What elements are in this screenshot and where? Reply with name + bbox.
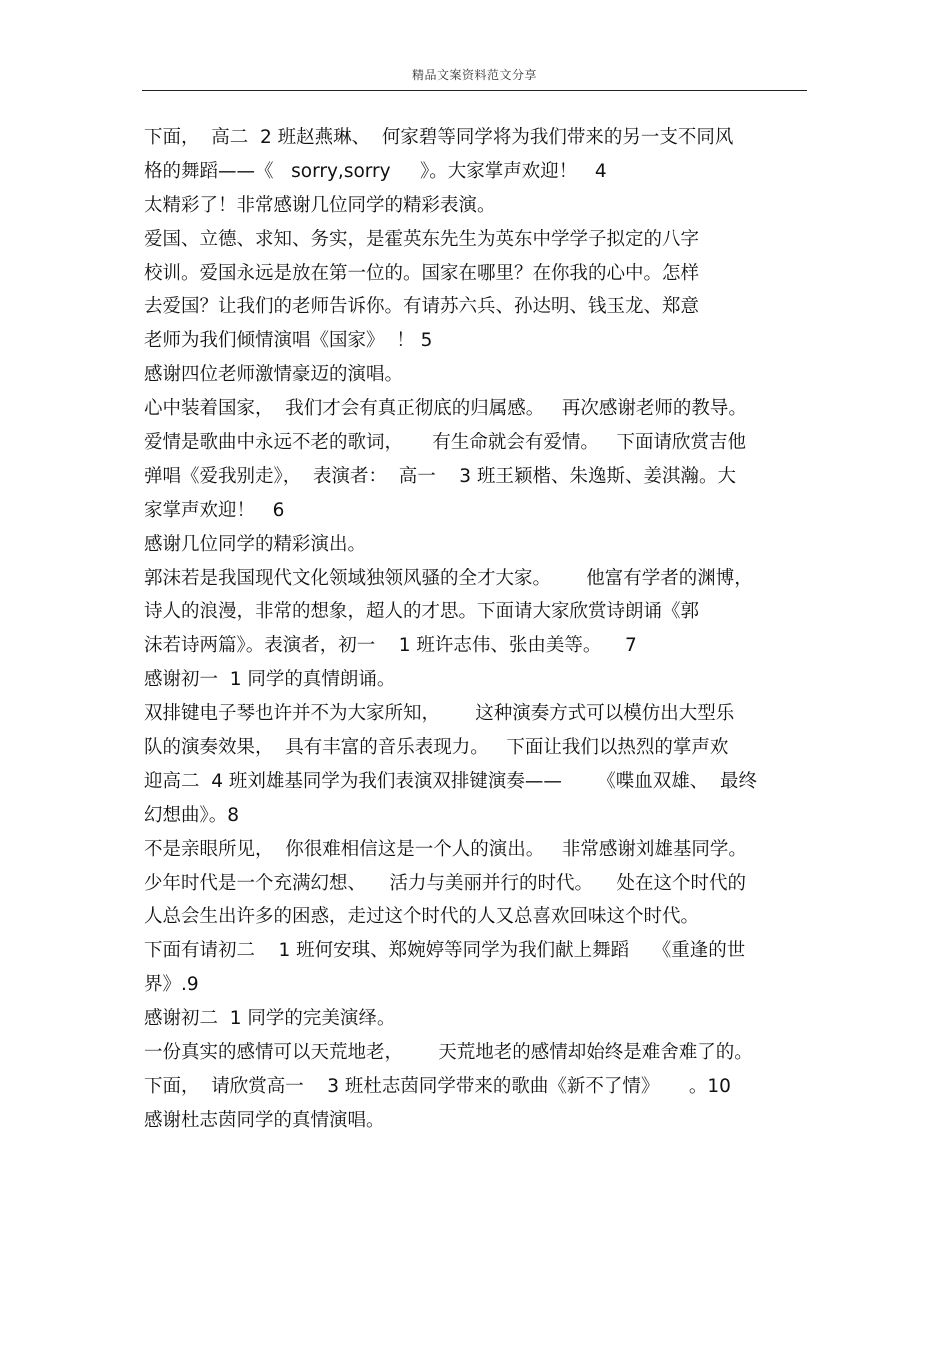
text-line: 爱国、立德、求知、务实，是霍英东先生为英东中学学子拟定的八字 [144, 228, 700, 250]
text-line: 格的舞蹈——《 sorry,sorry 》。大家掌声欢迎！ 4 [144, 160, 607, 182]
page-header: 精品文案资料范文分享 [411, 68, 537, 82]
text-line: 感谢几位同学的精彩演出。 [144, 533, 367, 555]
text-line: 少年时代是一个充满幻想、 活力与美丽并行的时代。 处在这个时代的 [144, 872, 747, 894]
text-line: 下面有请初二 1 班何安琪、郑婉婷等同学为我们献上舞蹈 《重逢的世 [144, 940, 746, 962]
text-line: 一份真实的感情可以天荒地老， 天荒地老的感情却始终是难舍难了的。 [144, 1042, 753, 1064]
text-line: 感谢杜志茵同学的真情演唱。 [144, 1109, 385, 1131]
text-line: 幻想曲》。8 [144, 804, 240, 826]
text-line: 下面， 请欣赏高一 3 班杜志茵同学带来的歌曲《新不了情》 。10 [144, 1075, 731, 1097]
text-line: 爱情是歌曲中永远不老的歌词， 有生命就会有爱情。 下面请欣赏吉他 [144, 432, 747, 454]
text-line: 太精彩了！非常感谢几位同学的精彩表演。 [144, 194, 496, 216]
text-line: 感谢四位老师激情豪迈的演唱。 [144, 364, 404, 386]
text-line: 去爱国？让我们的老师告诉你。有请苏六兵、孙达明、钱玉龙、郑意 [144, 296, 700, 318]
text-line: 沫若诗两篇》。表演者，初一 1 班许志伟、张由美等。 7 [144, 635, 637, 657]
text-line: 诗人的浪漫，非常的想象，超人的才思。下面请大家欣赏诗朗诵《郭 [144, 601, 700, 623]
document-body [144, 121, 812, 1138]
text-line: 迎高二 4 班刘雄基同学为我们表演双排键演奏—— 《喋血双雄、 最终 [144, 770, 757, 792]
text-line: 感谢初二 1 同学的完美演绎。 [144, 1008, 396, 1030]
text-line: 家掌声欢迎！ 6 [144, 499, 285, 521]
text-line: 弹唱《爱我别走》， 表演者： 高一 3 班王颖楷、朱逸斯、姜淇瀚。大 [144, 465, 736, 487]
text-line: 界》.9 [144, 974, 199, 996]
text-line: 心中装着国家， 我们才会有真正彻底的归属感。 再次感谢老师的教导。 [144, 398, 747, 420]
text-line: 人总会生出许多的困惑，走过这个时代的人又总喜欢回味这个时代。 [144, 906, 700, 928]
text-line: 郭沫若是我国现代文化领域独领风骚的全才大家。 他富有学者的渊博， [144, 567, 753, 589]
text-line: 双排键电子琴也许并不为大家所知， 这种演奏方式可以模仿出大型乐 [144, 703, 735, 725]
text-line: 校训。爱国永远是放在第一位的。国家在哪里？在你我的心中。怎样 [144, 262, 700, 284]
text-line: 不是亲眼所见， 你很难相信这是一个人的演出。 非常感谢刘雄基同学。 [144, 838, 747, 860]
text-line: 下面， 高二 2 班赵燕琳、 何家碧等同学将为我们带来的另一支不同风 [144, 127, 734, 148]
text-line: 老师为我们倾情演唱《国家》 ！ 5 [144, 330, 433, 352]
text-line: 感谢初一 1 同学的真情朗诵。 [144, 669, 396, 691]
text-line: 队的演奏效果， 具有丰富的音乐表现力。 下面让我们以热烈的掌声欢 [144, 737, 729, 759]
header-divider [142, 90, 807, 91]
